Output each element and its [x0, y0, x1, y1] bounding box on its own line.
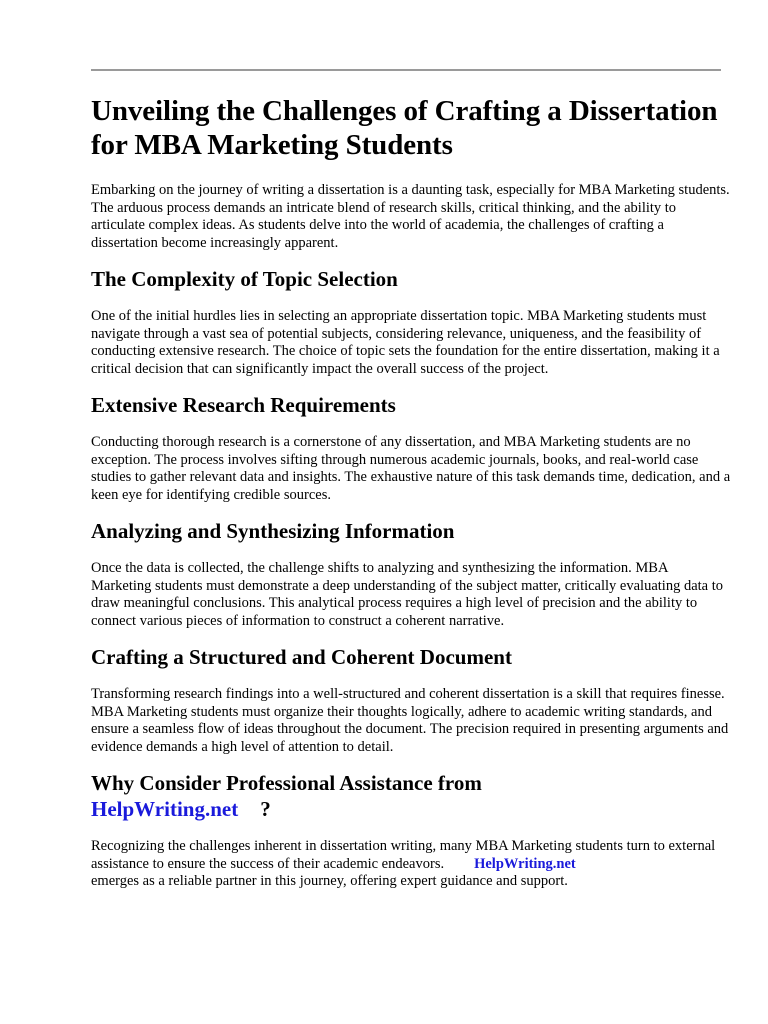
- section-heading-analyzing: Analyzing and Synthesizing Information: [91, 519, 455, 543]
- section-body-professional-assistance: [91, 838, 731, 891]
- body-helpwriting-link[interactable]: HelpWriting.net: [474, 855, 576, 872]
- section-body-topic-selection: One of the initial hurdles lies in selecting an appropriate dissertation topic. MBA Marketing students must navigate through a vast sea of potential subjects, considering relevance, uniqueness, and the feasibility of conducting extensive research. The choice of topic sets the foundation for the entire dissertation, making it a critical decision that can significantly impact the overall success of the project.: [91, 308, 720, 377]
- section-heading-professional-assistance: [91, 770, 731, 822]
- document-title: Unveiling the Challenges of Crafting a Dissertation for MBA Marketing Students: [91, 95, 718, 161]
- heading-prefix: Why Consider Professional Assistance from: [91, 771, 482, 795]
- document-content: [91, 94, 731, 905]
- section-body-analyzing: Once the data is collected, the challenge shifts to analyzing and synthesizing the information. MBA Marketing students must demonstrate a deep understanding of the subject matter, critically evaluating data to draw meaningful conclusions. This analytical process requires a high level of precision and the ability to connect various pieces of information to construct a coherent narrative.: [91, 560, 723, 629]
- heading-suffix: ?: [260, 797, 271, 821]
- section-body-research-requirements: Conducting thorough research is a cornerstone of any dissertation, and MBA Marketing students are no exception. The process involves sifting through numerous academic journals, books, and real-world case studies to gather relevant data and insights. The exhaustive nature of this task demands time, dedication, and a keen eye for identifying credible sources.: [91, 434, 731, 503]
- section-heading-research-requirements: Extensive Research Requirements: [91, 393, 396, 417]
- section-heading-crafting: Crafting a Structured and Coherent Document: [91, 645, 512, 669]
- assistance-text-part1: Recognizing the challenges inherent in dissertation writing, many MBA Marketing students turn to external assistance to ensure the success of their academic endeavors.: [91, 838, 716, 872]
- top-divider: [91, 69, 721, 71]
- intro-paragraph: Embarking on the journey of writing a dissertation is a daunting task, especially for MBA Marketing students. The arduous process demands an intricate blend of research skills, critical thinking, and the ability to articulate complex ideas. As students delve into the world of academia, the challenges of crafting a dissertation become increasingly apparent.: [91, 182, 730, 251]
- section-heading-topic-selection: The Complexity of Topic Selection: [91, 267, 398, 291]
- heading-helpwriting-link[interactable]: HelpWriting.net: [91, 797, 239, 821]
- assistance-text-part2: emerges as a reliable partner in this journey, offering expert guidance and support.: [91, 873, 568, 889]
- section-body-crafting: Transforming research findings into a well-structured and coherent dissertation is a skill that requires finesse. MBA Marketing students must organize their thoughts logically, adhere to academic writing standards, and ensure a seamless flow of ideas throughout the document. The precision required in presenting arguments and evidence demands a high level of attention to detail.: [91, 686, 729, 755]
